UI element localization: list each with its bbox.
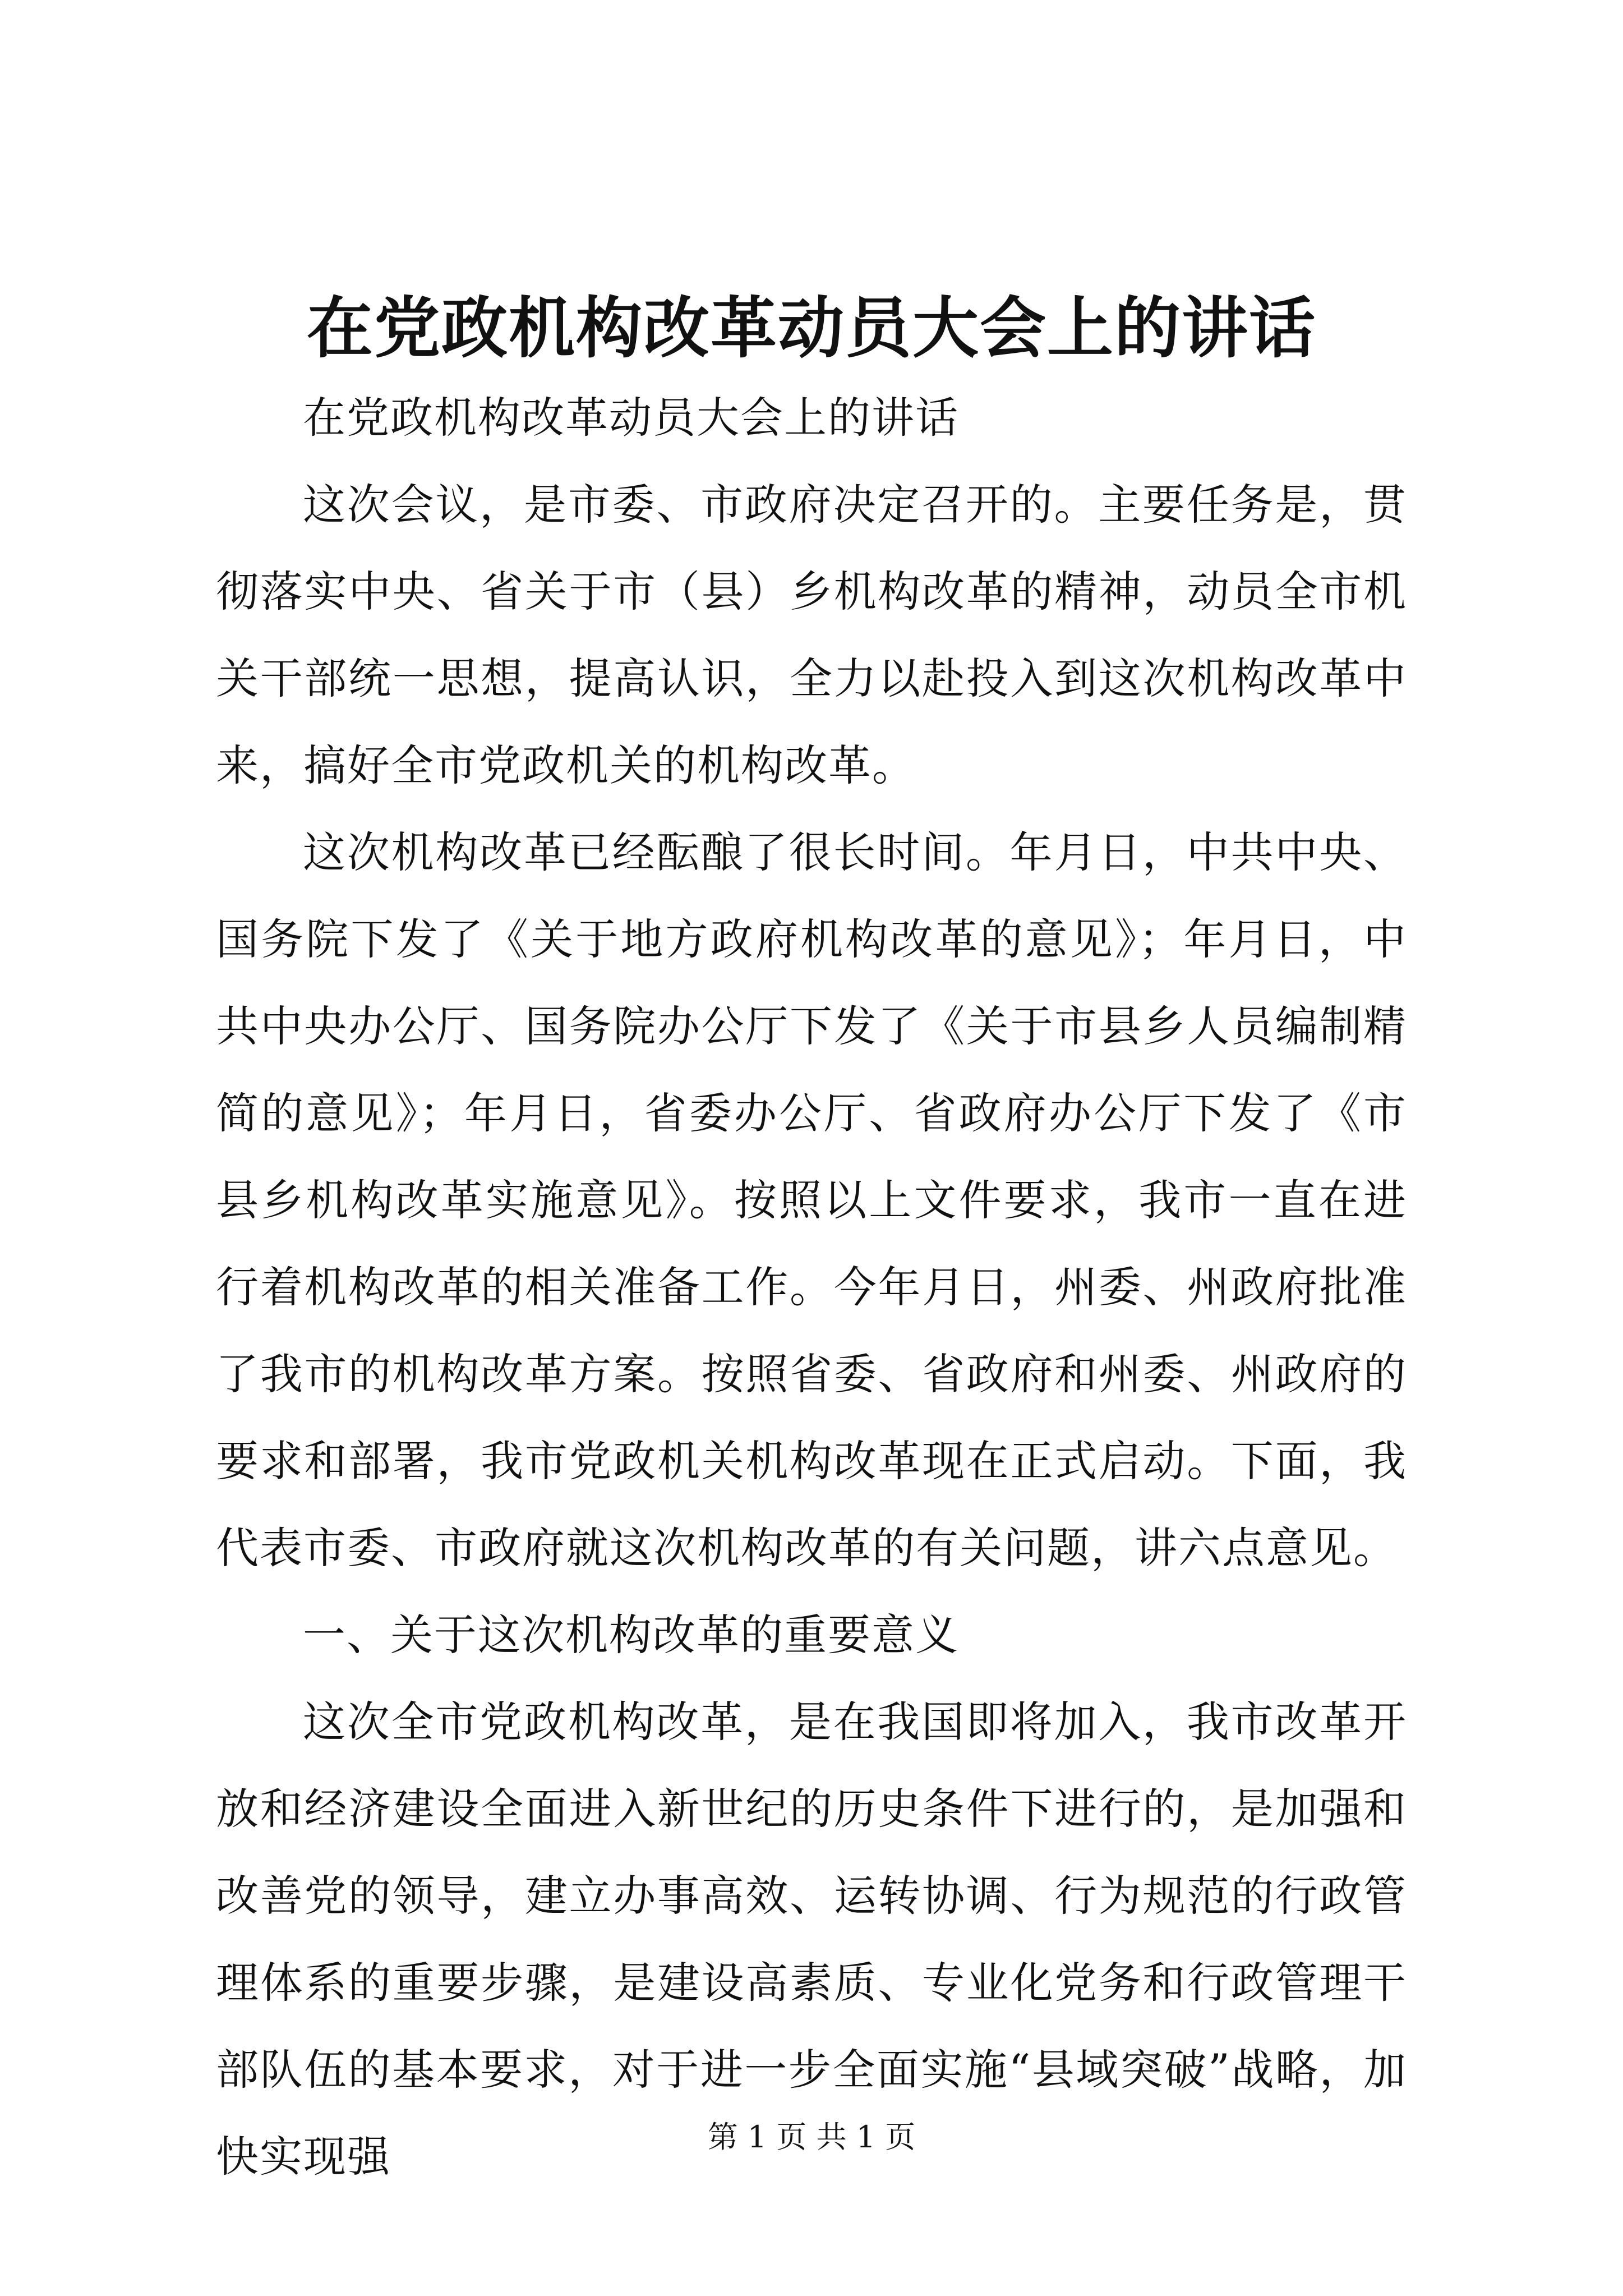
section-heading-1: 一、关于这次机构改革的重要意义 xyxy=(303,1610,959,1660)
paragraph-significance: 这次全市党政机构改革，是在我国即将加入，我市改革开放和经济建设全面进入新世纪的历史条件下进行的，是加强和改善党的领导，建立办事高效、运转协调、行为规范的行政管理体系的重要步骤，是建设高素质、专业化党务和行政管理干部队伍的基本要求，对于进一步全面实施“县域突破”战略，加快实现强 xyxy=(216,1697,1407,2182)
paragraph-intro: 这次会议，是市委、市政府决定召开的。主要任务是，贯彻落实中央、省关于市（县）乡机构改革的精神，动员全市机关干部统一思想，提高认识，全力以赴投入到这次机构改革中来，搞好全市党政机关的机构改革。 xyxy=(216,480,1407,790)
page-footer xyxy=(0,2115,1623,2160)
paragraph-background: 这次机构改革已经酝酿了很长时间。年月日，中共中央、国务院下发了《关于地方政府机构改革的意见》；年月日，中共中央办公厅、国务院办公厅下发了《关于市县乡人员编制精简的意见》；年月日，省委办公厅、省政府办公厅下发了《市县乡机构改革实施意见》。按照以上文件要求，我市一直在进行着机构改革的相关准备工作。今年月日，州委、州政府批准了我市的机构改革方案。按照省委、省政府和州委、州政府的要求和部署，我市党政机关机构改革现在正式启动。下面，我代表市委、市政府就这次机构改革的有关问题，讲六点意见。 xyxy=(216,827,1407,1573)
page-number: 第 1 页 共 1 页 xyxy=(707,2119,916,2155)
document-body xyxy=(216,374,1407,2200)
paragraph-subtitle: 在党政机构改革动员大会上的讲话 xyxy=(303,393,959,443)
document-title: 在党政机构改革动员大会上的讲话 xyxy=(306,289,1316,367)
